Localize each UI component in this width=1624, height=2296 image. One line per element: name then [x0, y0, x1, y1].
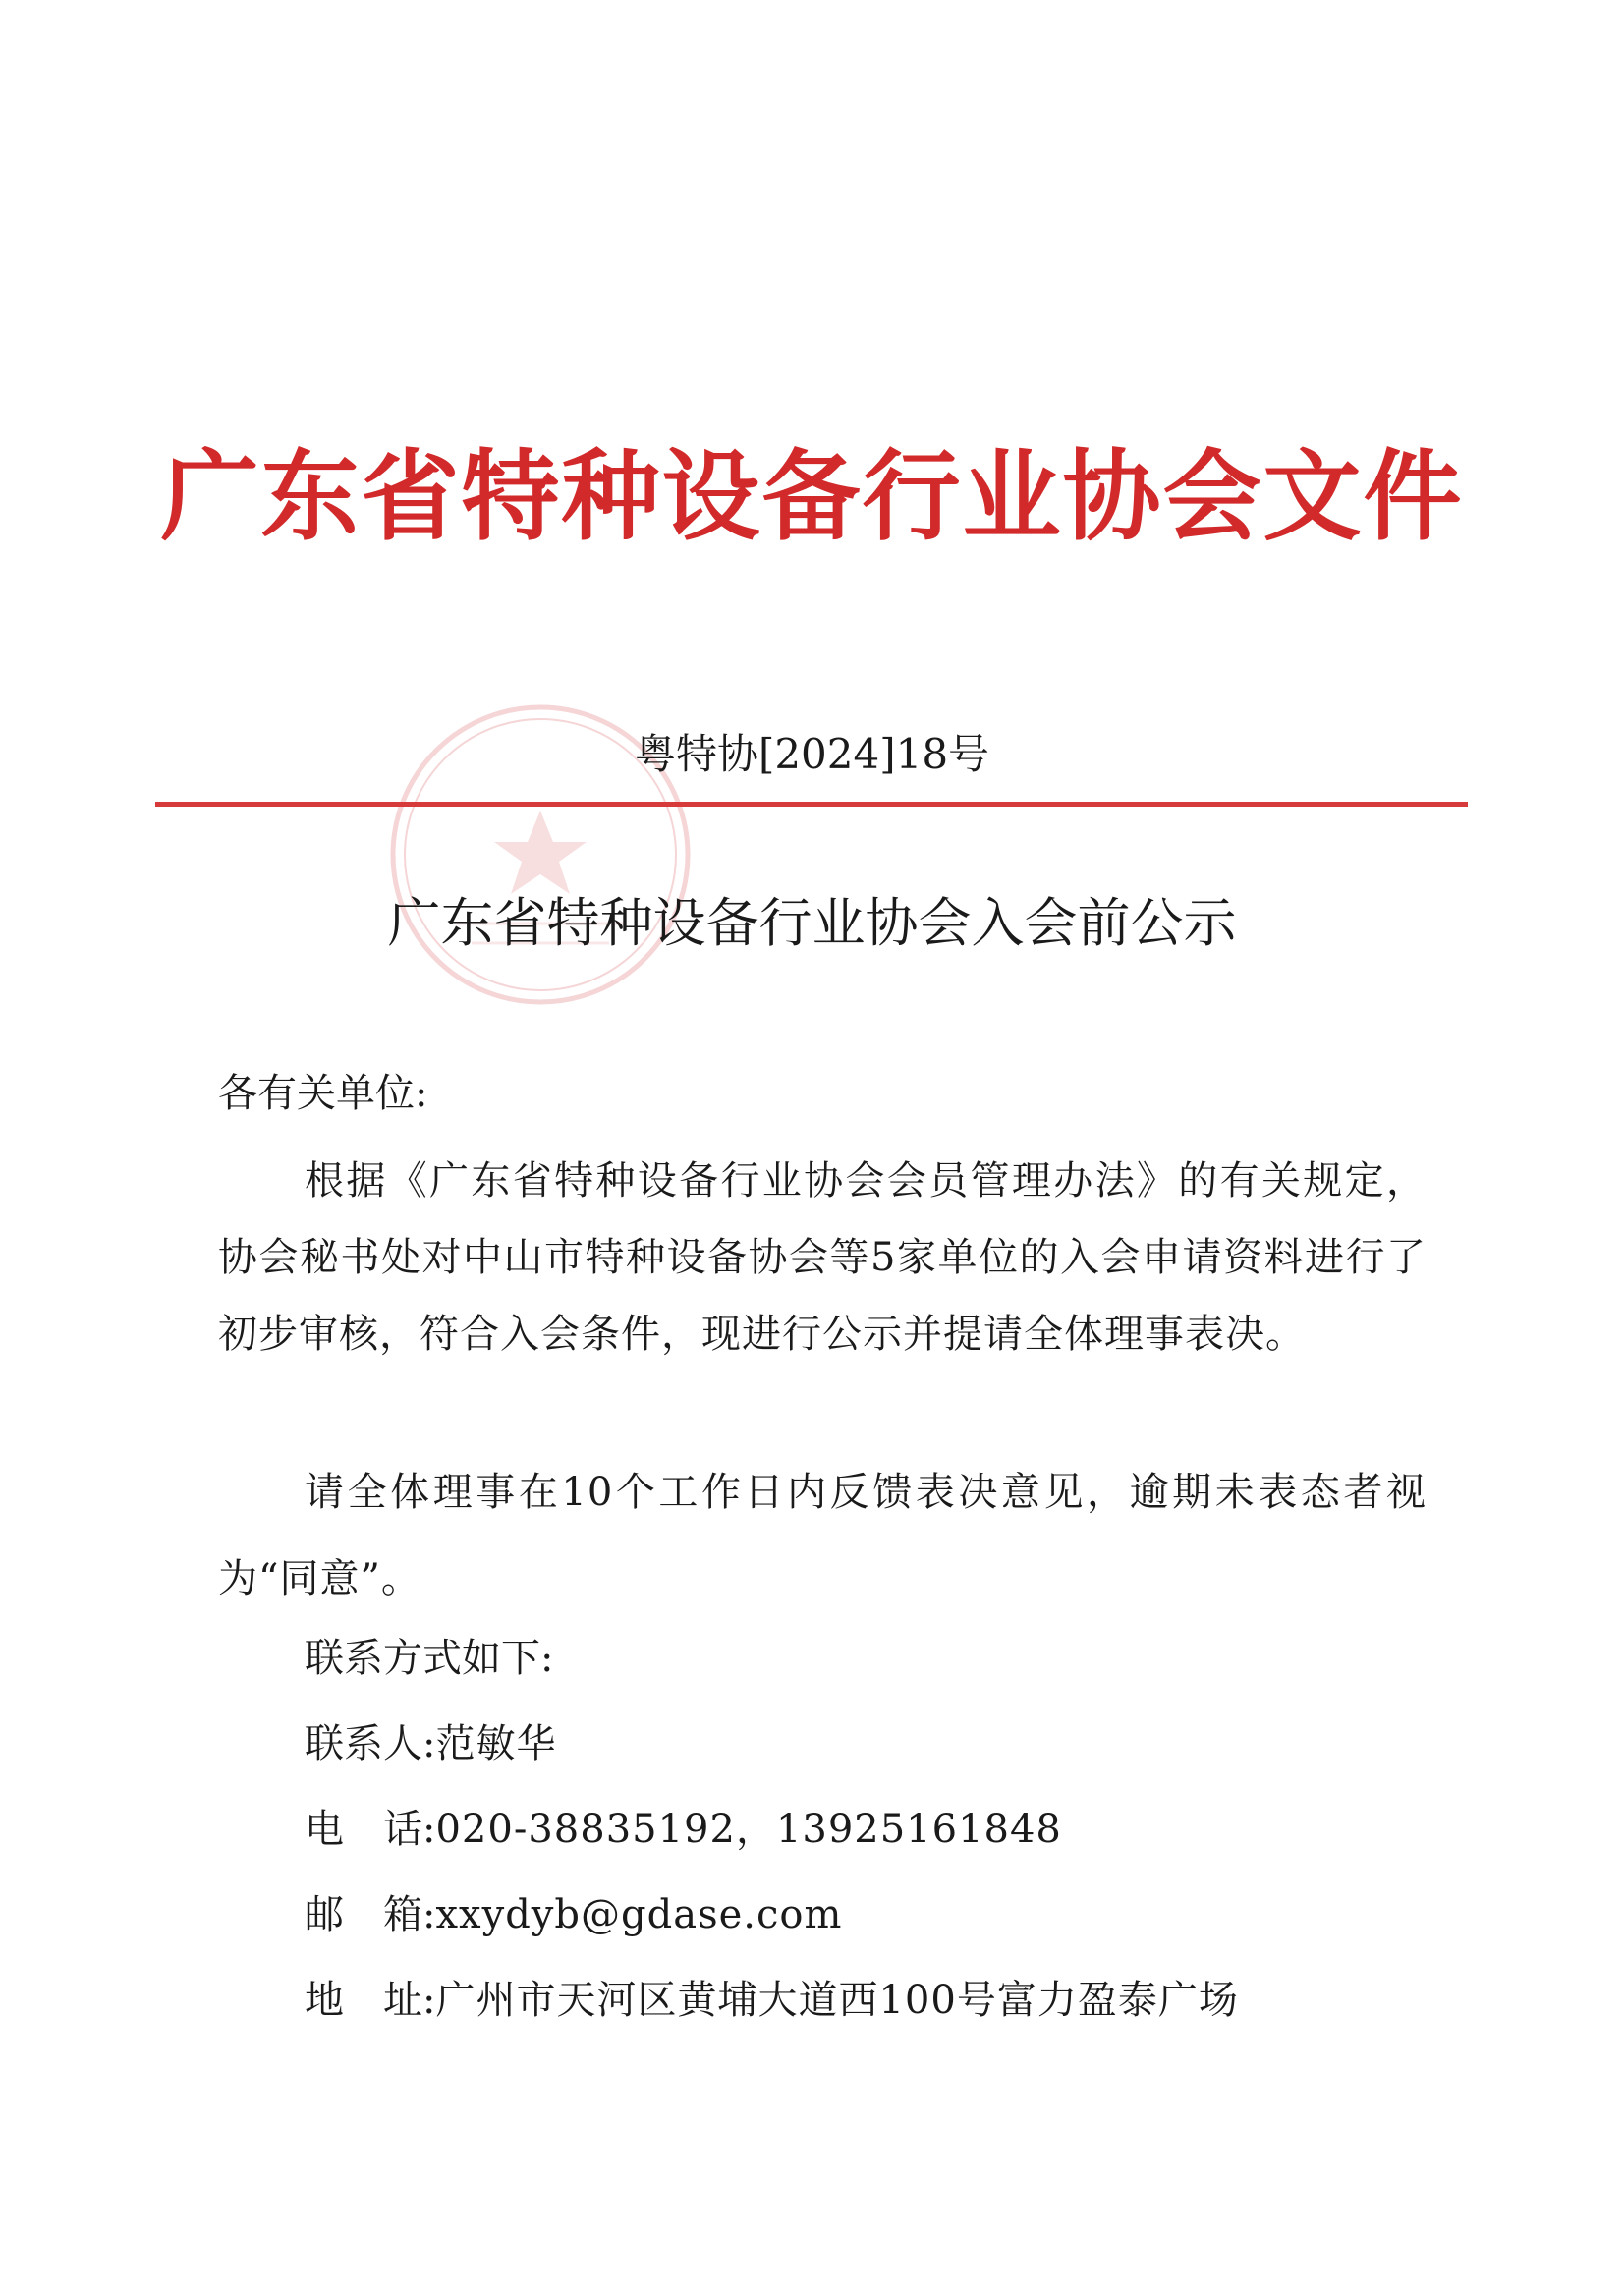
- salutation: 各有关单位:: [218, 1071, 428, 1116]
- contact-address-value: 广州市天河区黄埔大道西100号富力盈泰广场: [435, 1978, 1239, 2023]
- contact-person-value: 范敏华: [435, 1721, 557, 1766]
- contact-phone-row: [305, 1800, 1434, 1859]
- contact-address-label: 地 址:: [305, 1978, 436, 2023]
- contact-address-row: [305, 1971, 1434, 2030]
- contact-email-row: [305, 1885, 1434, 1944]
- red-divider-line: [155, 802, 1468, 807]
- contact-email-value: xxydyb@gdase.com: [435, 1892, 843, 1937]
- contact-person-row: [305, 1714, 1434, 1773]
- body-paragraph-1: 根据《广东省特种设备行业协会会员管理办法》的有关规定，协会秘书处对中山市特种设备协会等5家单位的入会申请资料进行了初步审核，符合入会条件，现进行公示并提请全体理事表决。: [218, 1158, 1427, 1357]
- document-number: 粤特协[2024]18号: [634, 730, 990, 778]
- document-title: 广东省特种设备行业协会入会前公示: [387, 892, 1237, 954]
- contact-phone-value: 020-38835192，13925161848: [435, 1807, 1062, 1852]
- contact-person-label: 联系人:: [305, 1721, 436, 1766]
- contact-phone-label: 电 话:: [305, 1807, 436, 1852]
- contact-intro: 联系方式如下:: [305, 1636, 554, 1681]
- contact-email-label: 邮 箱:: [305, 1892, 436, 1937]
- body-paragraph-2: 请全体理事在10个工作日内反馈表决意见，逾期未表态者视为“同意”。: [218, 1470, 1427, 1601]
- masthead-title: 广东省特种设备行业协会文件: [160, 438, 1464, 554]
